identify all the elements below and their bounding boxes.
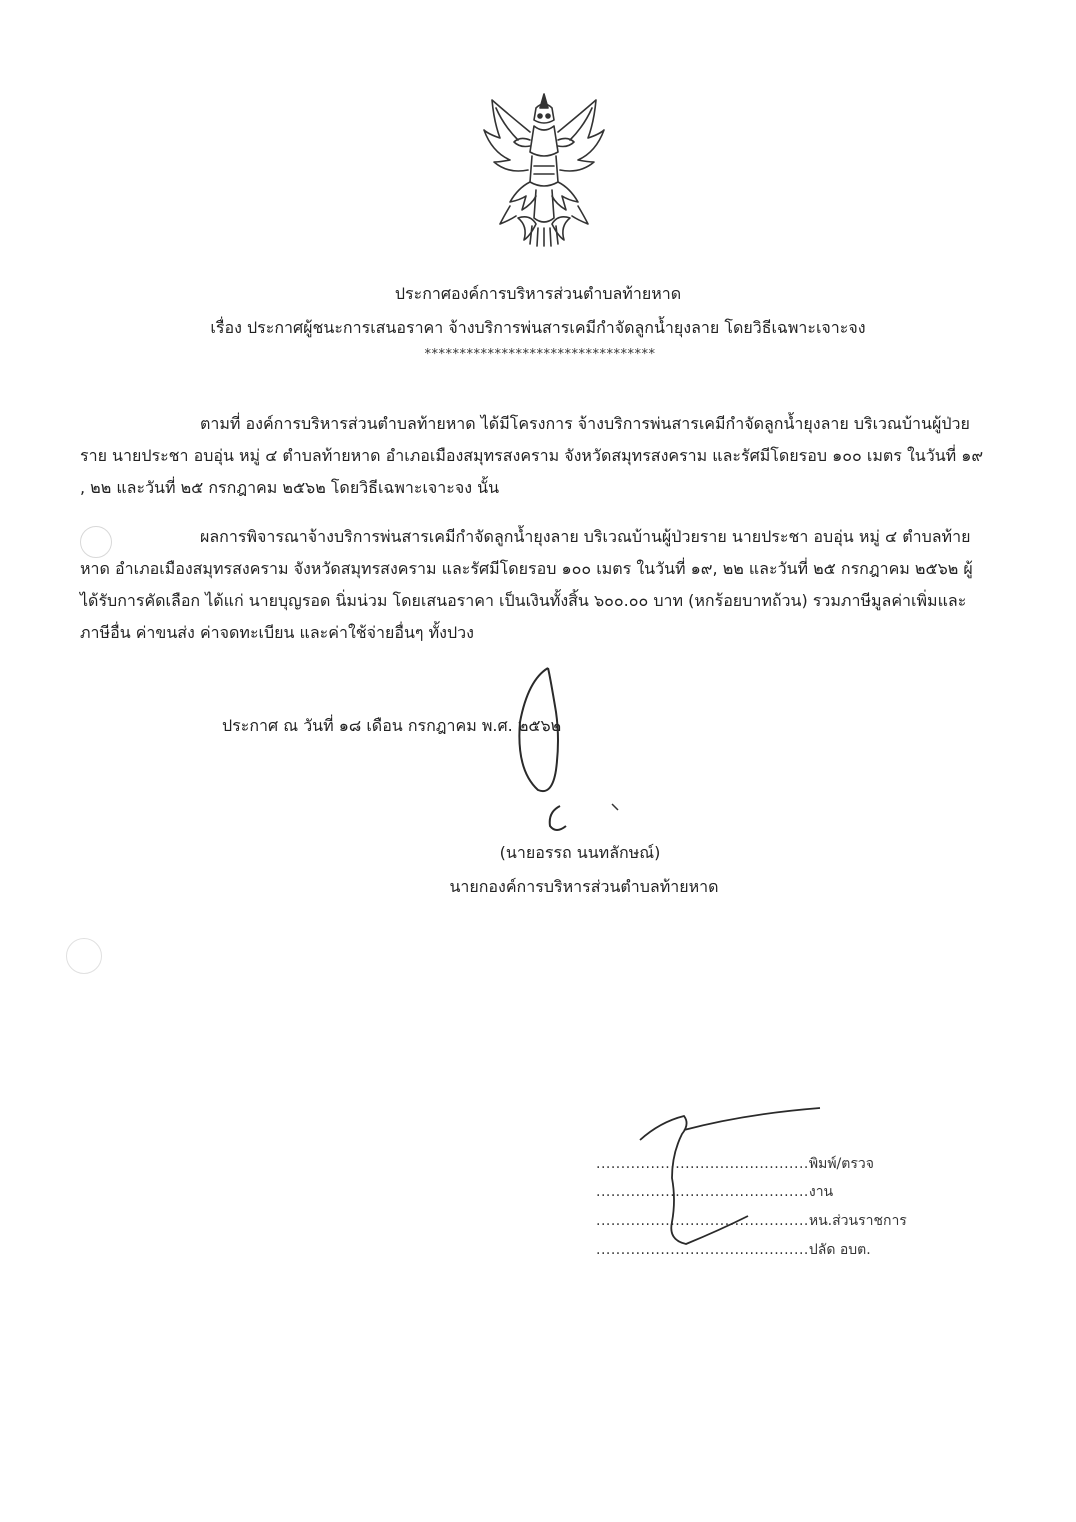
review-role-clerk: ปลัด อบต. — [808, 1242, 871, 1258]
reviewer-signature — [640, 1108, 820, 1244]
announcement-subject: เรื่อง ประกาศผู้ชนะการเสนอราคา จ้างบริการพ่นสารเคมีกำจัดลูกน้ำยุงลาย โดยวิธีเฉพาะเจาะจง — [210, 318, 866, 337]
review-role-typist: พิมพ์/ตรวจ — [808, 1156, 874, 1172]
separator-line: ********************************* — [424, 347, 656, 362]
announcement-title: ประกาศองค์การบริหารส่วนตำบลท้ายหาด — [394, 284, 682, 303]
punch-hole-mark — [80, 526, 112, 558]
chief-signature — [519, 668, 566, 830]
review-role-head: หน.ส่วนราชการ — [808, 1213, 907, 1229]
review-line-typist: ...........................................พิมพ์/ตรวจ — [596, 1156, 874, 1172]
paragraph-2-text: ผลการพิจารณาจ้างบริการพ่นสารเคมีกำจัดลูกน้ำยุงลาย บริเวณบ้านผู้ป่วยราย นายประชา อบอุ่น หมู่ ๔ ตำบลท้ายหาด อำเภอเมืองสมุทรสงคราม จังหวัดสมุทรสงคราม และรัศมีโดยรอบ ๑๐๐ เมตร ในวันที่ ๑๙, ๒๒ และวันที่ ๒๕ กรกฎาคม ๒๕๖๒ ผู้ได้รับการคัดเลือก ได้แก่ นายบุญรอด นิ่มน่วม โดยเสนอราคา เป็นเงินทั้งสิ้น ๖๐๐.๐๐ บาท (หกร้อยบาทถ้วน) รวมภาษีมูลค่าเพิ่มและภาษีอื่น ค่าขนส่ง ค่าจดทะเบียน และค่าใช้จ่ายอื่นๆ ทั้งปวง — [80, 527, 973, 642]
punch-hole-mark — [66, 938, 102, 974]
signatory-position: นายกองค์การบริหารส่วนตำบลท้ายหาด — [449, 877, 719, 896]
paragraph-1-text: ตามที่ องค์การบริหารส่วนตำบลท้ายหาด ได้มีโครงการ จ้างบริการพ่นสารเคมีกำจัดลูกน้ำยุงลาย บริเวณบ้านผู้ป่วยราย นายประชา อบอุ่น หมู่ ๔ ตำบลท้ายหาด อำเภอเมืองสมุทรสงคราม จังหวัดสมุทรสงคราม และรัศมีโดยรอบ ๑๐๐ เมตร ในวันที่ ๑๙ , ๒๒ และวันที่ ๒๕ กรกฎาคม ๒๕๖๒ โดยวิธีเฉพาะเจาะจง นั้น — [80, 414, 984, 497]
signature-tick — [612, 804, 618, 810]
review-line-section: ...........................................งาน — [596, 1184, 834, 1200]
announcement-date: ประกาศ ณ วันที่ ๑๘ เดือน กรกฎาคม พ.ศ. ๒๕๖๒ — [222, 716, 562, 735]
review-line-clerk: ...........................................ปลัด อบต. — [596, 1242, 871, 1258]
review-role-section: งาน — [808, 1184, 834, 1200]
signatory-name: (นายอรรถ นนทลักษณ์) — [499, 843, 661, 862]
review-line-head: ...........................................หน.ส่วนราชการ — [596, 1213, 907, 1229]
